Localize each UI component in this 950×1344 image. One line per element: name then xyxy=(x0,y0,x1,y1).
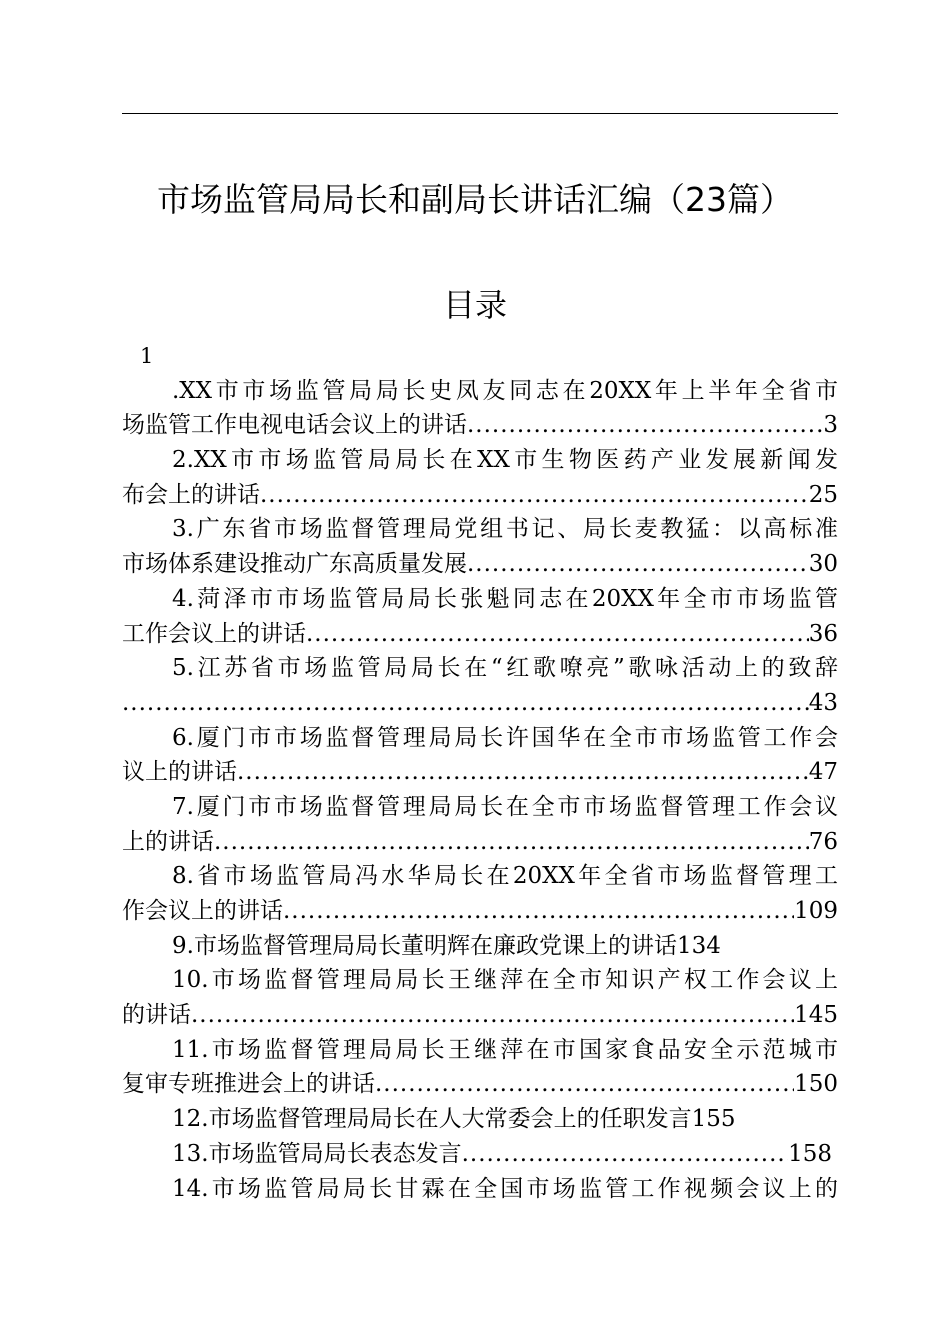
toc-entry-text: 工作会议上的讲话 xyxy=(122,620,306,647)
toc-page-number: 109 xyxy=(794,898,838,924)
toc-page-number: 36 xyxy=(808,620,838,647)
toc-leader-dots xyxy=(467,547,809,582)
toc-entry-text: 13.市场监管局局长表态发言 xyxy=(172,1140,462,1167)
toc-entry-10[interactable] xyxy=(122,963,838,1032)
toc-entry-8[interactable] xyxy=(122,859,838,928)
toc-entry-text: 12.市场监督管理局局长在人大常委会上的任职发言 xyxy=(172,1106,692,1133)
toc-entry-text: 11.市场监督管理局局长王继萍在市国家食品安全示范城市 xyxy=(172,1036,838,1063)
toc-page-number: 145 xyxy=(794,1002,838,1029)
toc-entry-text: 8.省市场监管局冯水华局长在20XX年全省市场监督管理工 xyxy=(172,863,838,890)
toc-entry-text: 9.市场监督管理局局长董明辉在廉政党课上的讲话 xyxy=(172,932,677,959)
toc-entry-text: 3.广东省市场监督管理局党组书记、局长麦教猛：以高标准 xyxy=(172,516,838,543)
toc-entry-1[interactable] xyxy=(122,374,838,443)
toc-entry-14[interactable] xyxy=(122,1172,838,1207)
toc-page-number: 76 xyxy=(808,828,838,855)
toc-entry-13[interactable] xyxy=(122,1137,838,1172)
toc-entry-9[interactable] xyxy=(122,929,838,964)
toc-page-number: 3 xyxy=(823,412,838,439)
toc-entry-2[interactable] xyxy=(122,443,838,512)
toc-leader-dots xyxy=(214,825,809,860)
toc-leader-dots xyxy=(306,617,809,652)
toc-entry-text: 作会议上的讲话 xyxy=(122,898,283,924)
toc-page-number: 134 xyxy=(676,932,721,959)
toc-entry-6[interactable] xyxy=(122,721,838,790)
toc-page-number: 30 xyxy=(808,551,838,578)
toc-entry-text: 4.菏泽市市场监管局局长张魁同志在20XX年全市市场监管 xyxy=(172,585,838,612)
toc-leader-dots xyxy=(375,1067,794,1102)
toc-leader-dots xyxy=(191,998,794,1033)
toc-entry-text: 上的讲话 xyxy=(122,828,214,855)
toc-page-number: 158 xyxy=(788,1140,832,1167)
toc-entry-7[interactable] xyxy=(122,790,838,859)
toc-entry-3[interactable] xyxy=(122,512,838,581)
toc-entry-5[interactable] xyxy=(122,651,838,720)
header-rule xyxy=(122,113,838,114)
toc-page-number: 155 xyxy=(691,1106,736,1133)
toc-page-number: 47 xyxy=(808,759,838,786)
toc-entry-text: 6.厦门市市场监督管理局局长许国华在全市市场监管工作会 xyxy=(172,724,838,751)
toc-entry-text: 议上的讲话 xyxy=(122,759,237,786)
document-title: 市场监管局局长和副局长讲话汇编（23篇） xyxy=(157,180,793,219)
toc-entry-text: 14.市场监管局局长甘霖在全国市场监管工作视频会议上的 xyxy=(172,1175,838,1202)
toc-page-number: 25 xyxy=(808,481,838,508)
toc-entry-text: 复审专班推进会上的讲话 xyxy=(122,1071,375,1098)
toc-page-number: 150 xyxy=(794,1071,838,1098)
toc-entry-12[interactable] xyxy=(122,1102,838,1137)
toc-entry-text: 市场体系建设推动广东高质量发展 xyxy=(122,551,467,578)
toc-entry-text: 10.市场监督管理局局长王继萍在全市知识产权工作会议上 xyxy=(172,967,838,994)
toc-entry-text: 2.XX市市场监管局局长在XX市生物医药产业发展新闻发 xyxy=(172,447,838,474)
toc-leader-dots xyxy=(283,894,794,929)
toc-stray-number: 1 xyxy=(140,344,154,368)
toc-leader-dots xyxy=(462,1137,789,1172)
toc-entry-text: .XX市市场监管局局长史凤友同志在20XX年上半年全省市 xyxy=(172,377,838,404)
toc-heading: 目录 xyxy=(442,286,507,324)
toc-leader-dots xyxy=(467,408,823,443)
toc-entry-text: 5.江苏省市场监管局局长在“红歌嘹亮”歌咏活动上的致辞 xyxy=(172,655,838,682)
toc-entry-4[interactable] xyxy=(122,582,838,651)
toc-leader-dots xyxy=(260,478,809,513)
toc-page-number: 43 xyxy=(808,689,838,716)
toc-entry-text: 7.厦门市市场监督管理局局长在全市市场监督管理工作会议 xyxy=(172,793,838,820)
toc-entry-text: 的讲话 xyxy=(122,1002,191,1029)
toc-entry-text: 布会上的讲话 xyxy=(122,481,260,508)
toc-leader-dots xyxy=(237,755,809,790)
toc-entry-text: 场监管工作电视电话会议上的讲话 xyxy=(122,412,467,439)
table-of-contents xyxy=(122,339,838,1206)
toc-entry-11[interactable] xyxy=(122,1033,838,1102)
toc-leader-dots xyxy=(122,686,809,721)
